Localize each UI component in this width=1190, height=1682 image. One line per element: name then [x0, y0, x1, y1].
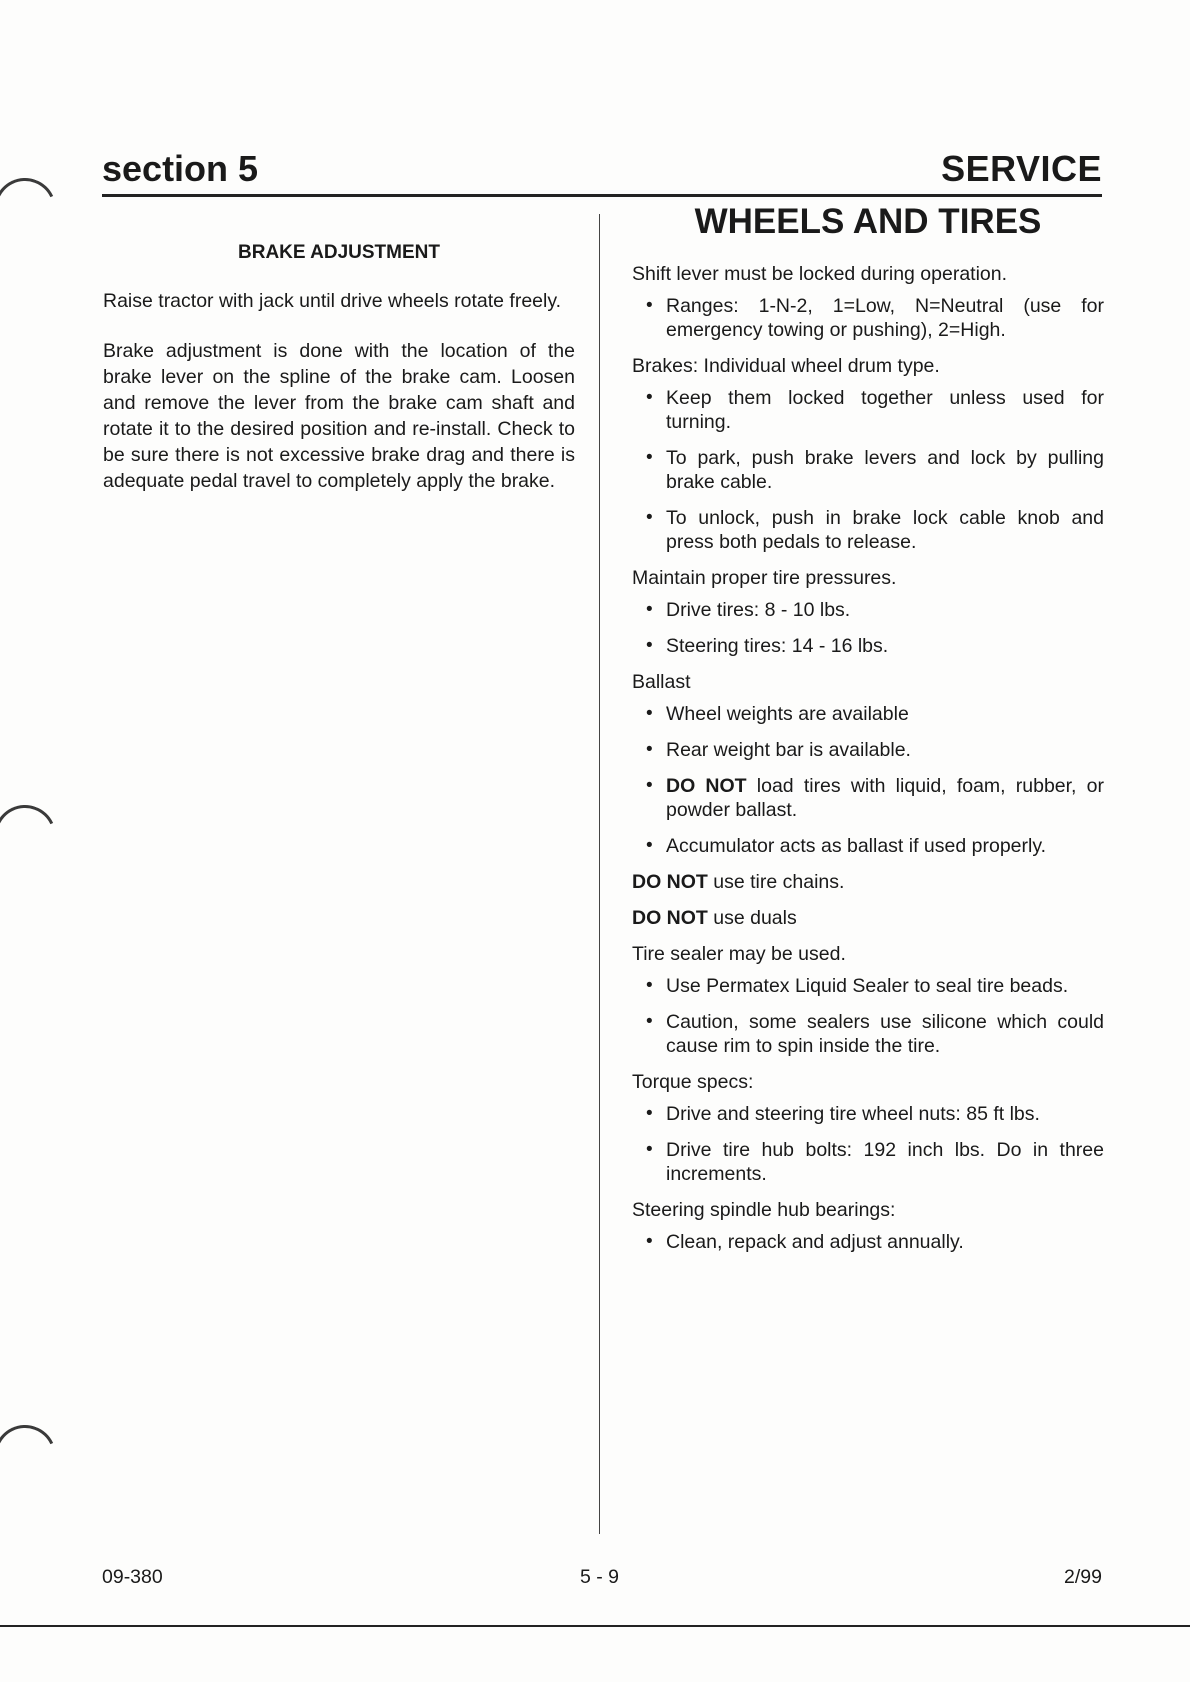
brake-adjustment-title: BRAKE ADJUSTMENT [238, 242, 440, 263]
do-not-label: DO NOT [632, 907, 708, 929]
brakes-list [632, 386, 1104, 554]
binder-hole [0, 796, 65, 875]
tire-pressure-text: Maintain proper tire pressures. [632, 567, 897, 589]
list-item: • Accumulator acts as ballast if used properly. [666, 834, 1104, 858]
pressure-list [632, 598, 1104, 658]
list-item: • To park, push brake levers and lock by pulling brake cable. [666, 446, 1104, 494]
header-rule [102, 194, 1102, 197]
list-item: • Keep them locked together unless used for turning. [666, 386, 1104, 434]
shift-list [632, 294, 1104, 342]
binder-hole [0, 1416, 65, 1495]
section-label: section 5 [102, 148, 259, 189]
duals-text [632, 906, 1104, 930]
do-not-label: DO NOT [632, 871, 708, 893]
revision-date: 2/99 [1064, 1566, 1102, 1588]
list-item: • Use Permatex Liquid Sealer to seal tire beads. [666, 974, 1104, 998]
list-item: • Ranges: 1-N-2, 1=Low, N=Neutral (use for emergency towing or pushing), 2=High. [666, 294, 1104, 342]
list-item: • Drive and steering tire wheel nuts: 85 ft lbs. [666, 1102, 1104, 1126]
sentence-text: use duals [707, 907, 797, 929]
wheels-and-tires-title: WHEELS AND TIRES [694, 202, 1042, 241]
list-item: • Caution, some sealers use silicone which could cause rim to spin inside the tire. [666, 1010, 1104, 1058]
list-item-text: load tires with liquid, foam, rubber, or powder ballast. [666, 775, 1104, 821]
list-item: • To unlock, push in brake lock cable knob and press both pedals to release. [666, 506, 1104, 554]
binder-hole [0, 169, 65, 248]
spindle-list [632, 1230, 1104, 1254]
paragraph: Raise tractor with jack until drive wheels rotate freely. [103, 290, 562, 312]
do-not-label: DO NOT [666, 775, 747, 797]
tire-chains-text [632, 870, 1104, 894]
footer-rule [0, 1625, 1190, 1627]
sealer-list [632, 974, 1104, 1058]
list-item: • Wheel weights are available [666, 702, 1104, 726]
list-item [666, 774, 1104, 822]
list-item: • Drive tires: 8 - 10 lbs. [666, 598, 1104, 622]
service-label: SERVICE [941, 148, 1102, 189]
brakes-text: Brakes: Individual wheel drum type. [632, 355, 940, 377]
doc-number: 09-380 [102, 1566, 163, 1588]
shift-lever-text: Shift lever must be locked during operation. [632, 263, 1008, 285]
right-column [632, 202, 1104, 1266]
list-item: • Drive tire hub bolts: 192 inch lbs. Do in three increments. [666, 1138, 1104, 1186]
tire-sealer-text: Tire sealer may be used. [632, 943, 846, 965]
spindle-bearings-text: Steering spindle hub bearings: [632, 1199, 896, 1221]
torque-list [632, 1102, 1104, 1186]
ballast-list [632, 702, 1104, 858]
list-item: • Steering tires: 14 - 16 lbs. [666, 634, 1104, 658]
ballast-text: Ballast [632, 671, 691, 693]
list-item: • Clean, repack and adjust annually. [666, 1230, 1104, 1254]
torque-specs-text: Torque specs: [632, 1071, 754, 1093]
column-divider [599, 214, 600, 1534]
list-item: • Rear weight bar is available. [666, 738, 1104, 762]
sentence-text: use tire chains. [707, 871, 845, 893]
left-column [103, 240, 575, 518]
paragraph: Brake adjustment is done with the location of the brake lever on the spline of the brake cam. Loosen and remove the lever from the brake cam shaft and rotate it to the desired position and re-install. Check to be sure there is not excessive brake drag and there is adequate pedal travel to completely apply the brake. [103, 340, 575, 492]
page-number: 5 - 9 [580, 1566, 620, 1588]
